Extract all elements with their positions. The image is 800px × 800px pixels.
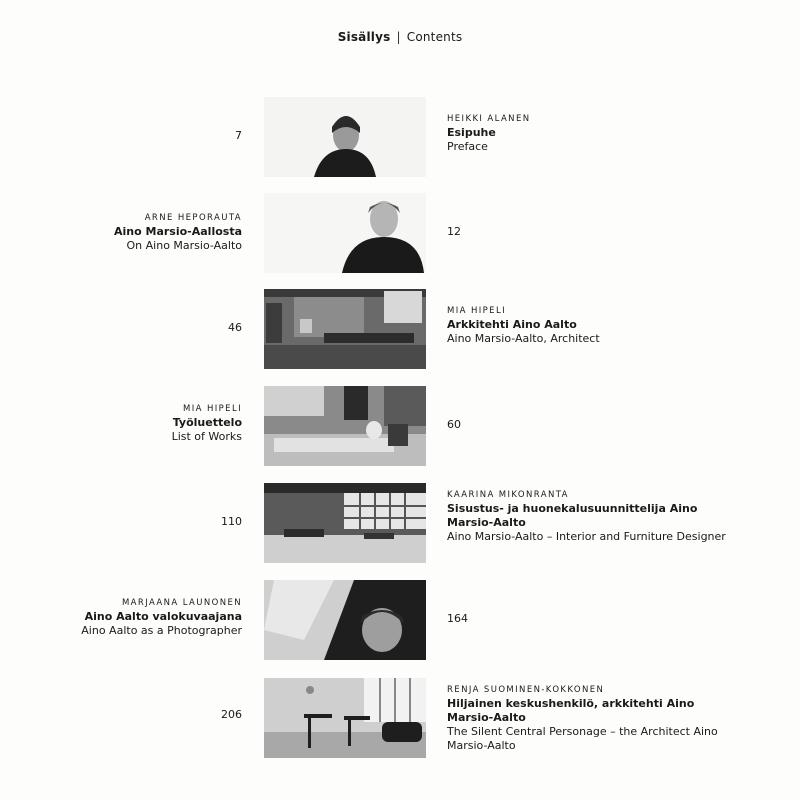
page-number: 12 <box>447 225 461 238</box>
title-finnish: Aino Marsio-Aallosta <box>114 225 242 238</box>
title-english: On Aino Marsio-Aalto <box>126 239 242 252</box>
title-finnish: Aino Aalto valokuvaajana <box>84 610 242 623</box>
author-name: KAARINA MIKONRANTA <box>447 490 569 500</box>
drafting-room-photo <box>264 386 426 466</box>
page-number: 164 <box>447 612 468 625</box>
header-title-fi: Sisällys <box>337 30 391 44</box>
title-finnish: Esipuhe <box>447 126 496 139</box>
title-finnish: Hiljainen keskushenkilö, arkkitehti Aino Marsio-Aalto <box>447 697 695 724</box>
page-number: 46 <box>228 321 242 334</box>
portrait-photo <box>264 97 426 177</box>
author-name: RENJA SUOMINEN-KOKKONEN <box>447 685 605 695</box>
title-english: The Silent Central Personage – the Architect Aino Marsio-Aalto <box>447 725 718 752</box>
office-interior-photo <box>264 289 426 369</box>
title-finnish: Työluettelo <box>172 416 242 429</box>
entry-text <box>12 404 242 444</box>
author-name: HEIKKI ALANEN <box>447 114 531 124</box>
chairs-room-photo <box>264 678 426 758</box>
header-title-en: Contents <box>406 30 463 44</box>
author-name: MARJAANA LAUNONEN <box>121 598 242 608</box>
title-english: Aino Marsio-Aalto – Interior and Furniture Designer <box>447 530 726 543</box>
reflection-portrait-photo <box>264 580 426 660</box>
entry-text <box>447 306 737 346</box>
title-finnish: Sisustus- ja huonekalusuunnittelija Aino Marsio-Aalto <box>447 502 698 529</box>
title-english: Preface <box>447 140 488 153</box>
header-divider: | <box>396 30 401 44</box>
portrait-photo <box>264 193 426 273</box>
entry-text <box>447 685 737 753</box>
contents-header <box>0 30 800 44</box>
entry-text <box>447 490 737 544</box>
entry-text <box>12 598 242 638</box>
author-name: ARNE HEPORAUTA <box>144 213 242 223</box>
page-number: 110 <box>221 515 242 528</box>
page-number: 60 <box>447 418 461 431</box>
page-number: 206 <box>221 708 242 721</box>
title-english: List of Works <box>171 430 242 443</box>
title-finnish: Arkkitehti Aino Aalto <box>447 318 577 331</box>
entry-text <box>12 213 242 253</box>
page-number: 7 <box>235 129 242 142</box>
title-english: Aino Aalto as a Photographer <box>81 624 242 637</box>
title-english: Aino Marsio-Aalto, Architect <box>447 332 600 345</box>
author-name: MIA HIPELI <box>447 306 506 316</box>
furniture-interior-photo <box>264 483 426 563</box>
entry-text <box>447 114 737 154</box>
author-name: MIA HIPELI <box>183 404 242 414</box>
